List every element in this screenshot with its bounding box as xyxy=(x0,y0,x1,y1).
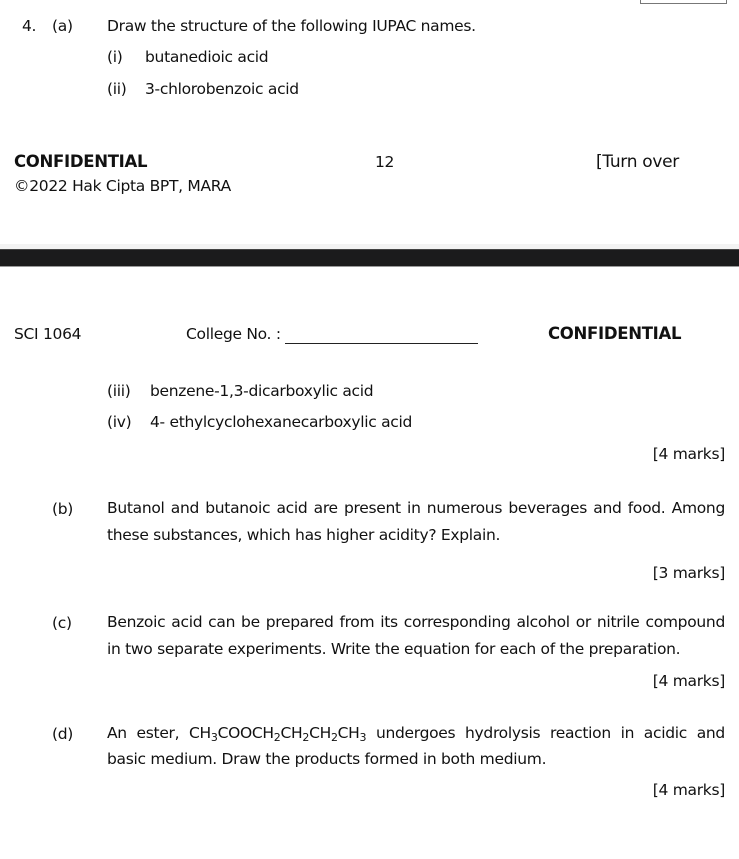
part-a-marks: [4 marks] xyxy=(652,445,725,463)
college-no-blank xyxy=(285,343,478,344)
item-i-text: butanedioic acid xyxy=(145,48,269,66)
item-ii-label: (ii) xyxy=(107,80,127,98)
item-iii-text: benzene-1,3-dicarboxylic acid xyxy=(150,382,374,400)
part-d-label: (d) xyxy=(52,725,74,743)
part-c-text: Benzoic acid can be prepared from its corresponding alcohol or nitrile compound in two separate experiments. Write the equation for each of the preparation. xyxy=(107,613,725,658)
item-ii-text: 3-chlorobenzoic acid xyxy=(145,80,299,98)
item-i-label: (i) xyxy=(107,48,123,66)
course-code: SCI 1064 xyxy=(14,325,82,343)
page-number: 12 xyxy=(375,153,395,171)
part-d-marks: [4 marks] xyxy=(652,781,725,799)
part-a-text: Draw the structure of the following IUPAC names. xyxy=(107,17,476,35)
header-confidential: CONFIDENTIAL xyxy=(548,324,682,343)
part-d-text xyxy=(107,720,725,772)
part-c-label: (c) xyxy=(52,614,72,632)
page-divider xyxy=(0,249,739,267)
item-iv-text: 4- ethylcyclohexanecarboxylic acid xyxy=(150,413,413,431)
part-a-label: (a) xyxy=(52,17,73,35)
previous-marks-bracket xyxy=(640,0,727,4)
footer-confidential: CONFIDENTIAL xyxy=(14,152,148,171)
turn-over: [Turn over xyxy=(596,152,679,172)
part-b-text: Butanol and butanoic acid are present in numerous beverages and food. Among these substances, which has higher acidity? Explain. xyxy=(107,499,725,544)
college-no-label: College No. : xyxy=(186,325,281,343)
part-d-intro: An ester, xyxy=(107,724,180,742)
ester-formula: $CH_3COOCH_2CH_2CH_2CH_3$ xyxy=(188,724,367,744)
question-number: 4. xyxy=(22,17,37,35)
item-iii-label: (iii) xyxy=(107,382,131,400)
part-b-marks: [3 marks] xyxy=(652,564,725,582)
part-d-rest: undergoes hydrolysis reaction in acidic and basic medium. Draw the products formed in both medium. xyxy=(107,724,725,768)
item-iv-label: (iv) xyxy=(107,413,132,431)
part-c-marks: [4 marks] xyxy=(652,672,725,690)
copyright: ©2022 Hak Cipta BPT, MARA xyxy=(14,177,231,195)
part-b-label: (b) xyxy=(52,500,74,518)
